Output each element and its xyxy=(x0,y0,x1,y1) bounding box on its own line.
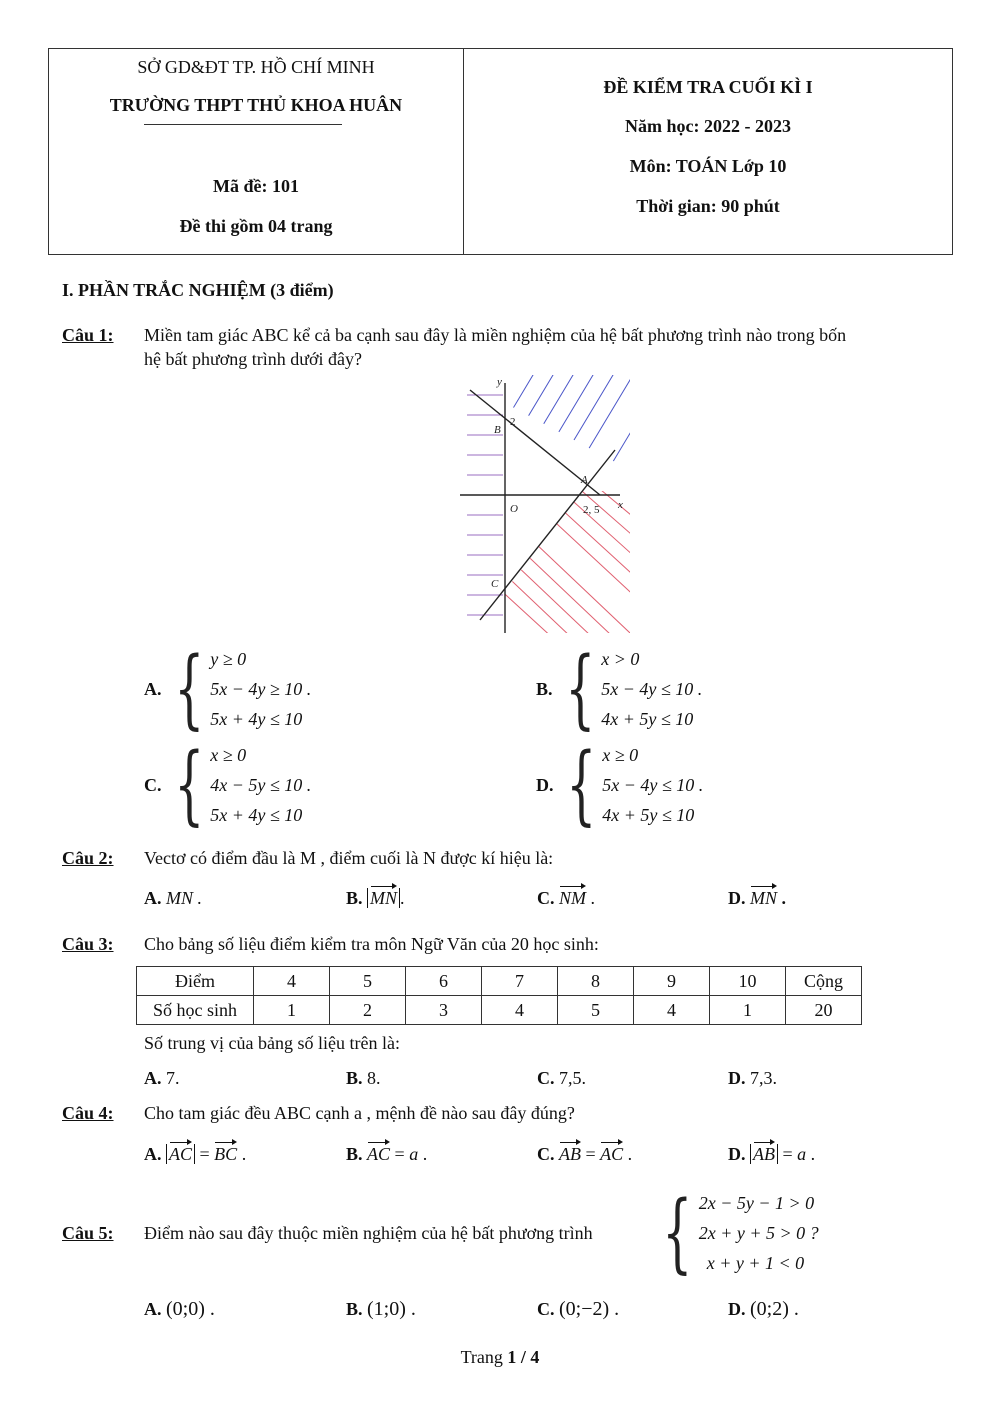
q5-line2: 2x + y + 5 > 0 ? xyxy=(698,1223,819,1243)
q2-option-a-text: MN . xyxy=(166,888,202,908)
q1-option-d[interactable] xyxy=(536,735,704,835)
graph-y-label: y xyxy=(497,376,502,388)
table-cell: 4 xyxy=(634,996,710,1025)
exam-title: ĐỀ KIỂM TRA CUỐI KÌ I xyxy=(603,77,813,97)
duration: Thời gian: 90 phút xyxy=(636,196,780,216)
q5-system xyxy=(650,1183,819,1283)
header-right xyxy=(464,49,952,254)
q5-option-c-text: (0;−2) . xyxy=(559,1298,620,1320)
q2-option-d-letter: D. xyxy=(728,888,746,908)
page-footer xyxy=(0,1347,1000,1368)
table-cell: 5 xyxy=(330,967,406,996)
school-name: TRƯỜNG THPT THỦ KHOA HUÂN xyxy=(109,95,403,115)
q2-option-d[interactable]: D. MN . xyxy=(728,888,786,908)
graph-origin-label: O xyxy=(510,503,518,515)
table-cell: 9 xyxy=(634,967,710,996)
brace-icon: { xyxy=(565,735,596,835)
q1-option-a[interactable] xyxy=(144,639,312,739)
graph-point-b: B xyxy=(494,424,501,436)
q5-option-b-text: (1;0) . xyxy=(367,1298,416,1320)
q3-after-text: Số trung vị của bảng số liệu trên là: xyxy=(144,1033,400,1053)
q5-label: Câu 5: xyxy=(62,1223,114,1243)
q2-option-d-vector: MN xyxy=(750,888,777,908)
q1-option-a-letter: A. xyxy=(144,678,162,699)
table-cell: 4 xyxy=(482,996,558,1025)
footer-page-number: 1 / 4 xyxy=(507,1347,540,1367)
q2-option-b-letter: B. xyxy=(346,888,363,908)
q5-option-d-text: (0;2) . xyxy=(750,1298,799,1320)
q5-text: Điểm nào sau đây thuộc miền nghiệm của hệ bất phương trình xyxy=(144,1223,593,1243)
table-cell: 10 xyxy=(710,967,786,996)
q4-option-d[interactable]: D. AB = a . xyxy=(728,1144,816,1164)
q3-text: Cho bảng số liệu điểm kiểm tra môn Ngữ Văn của 20 học sinh: xyxy=(144,934,599,954)
q1-graph xyxy=(455,375,630,633)
q4-option-d-letter: D. xyxy=(728,1144,746,1164)
page-count: Đề thi gồm 04 trang xyxy=(179,216,333,236)
q5-line1: 2x − 5y − 1 > 0 xyxy=(698,1193,815,1213)
q2-text: Vectơ có điểm đầu là M , điểm cuối là N được kí hiệu là: xyxy=(144,848,554,868)
graph-point-c: C xyxy=(491,578,499,590)
table-cell: 7 xyxy=(482,967,558,996)
table-cell: 2 xyxy=(330,996,406,1025)
school-underline xyxy=(144,124,342,125)
q1-option-b-letter: B. xyxy=(536,678,553,699)
q4-text: Cho tam giác đều ABC cạnh a , mệnh đề nào sau đây đúng? xyxy=(144,1103,575,1123)
q1-b-line3: 4x + 5y ≤ 10 xyxy=(601,709,694,729)
q3-option-c-letter: C. xyxy=(537,1068,555,1088)
q1-label: Câu 1: xyxy=(62,325,114,345)
q3-option-a[interactable] xyxy=(144,1068,180,1089)
q1-option-b-system xyxy=(601,644,702,734)
q3-option-b[interactable] xyxy=(346,1068,381,1089)
subject: Môn: TOÁN Lớp 10 xyxy=(629,156,787,176)
q5-option-a[interactable] xyxy=(144,1298,215,1321)
q1-option-a-system xyxy=(210,644,311,734)
q1-c-line2: 4x − 5y ≤ 10 . xyxy=(210,775,312,795)
q5-option-b[interactable] xyxy=(346,1298,416,1321)
q3-option-c-text: 7,5. xyxy=(559,1068,586,1088)
brace-icon: { xyxy=(173,735,204,835)
q1-d-line2: 5x − 4y ≤ 10 . xyxy=(602,775,704,795)
q1-b-line1: x > 0 xyxy=(601,649,640,669)
q3-label: Câu 3: xyxy=(62,934,114,954)
q1-b-line2: 5x − 4y ≤ 10 . xyxy=(601,679,703,699)
q5-option-b-letter: B. xyxy=(346,1299,363,1319)
abs-value xyxy=(367,888,400,908)
department-name: SỞ GD&ĐT TP. HỒ CHÍ MINH xyxy=(137,57,375,77)
q3-option-c[interactable] xyxy=(537,1068,586,1089)
q5-option-c-letter: C. xyxy=(537,1299,555,1319)
q1-option-c-letter: C. xyxy=(144,774,162,795)
brace-icon: { xyxy=(662,1183,693,1283)
q3-option-a-text: 7. xyxy=(166,1068,180,1088)
q5-option-a-letter: A. xyxy=(144,1299,162,1319)
q3-option-d-letter: D. xyxy=(728,1068,746,1088)
q5-option-a-text: (0;0) . xyxy=(166,1298,215,1320)
q1-a-line2: 5x − 4y ≥ 10 . xyxy=(210,679,312,699)
q4-option-c-letter: C. xyxy=(537,1144,555,1164)
q1-option-c[interactable] xyxy=(144,735,312,835)
abs-value: AB xyxy=(750,1144,778,1164)
table-cell: Cộng xyxy=(786,967,862,996)
table-row xyxy=(137,996,862,1025)
q2-option-b-vector: MN xyxy=(370,888,398,908)
header-box xyxy=(48,48,953,255)
section-title: I. PHẦN TRẮC NGHIỆM (3 điểm) xyxy=(62,280,334,300)
table-row xyxy=(137,967,862,996)
abs-value: AC xyxy=(166,1144,195,1164)
q2-option-b[interactable]: B. MN . xyxy=(346,888,405,908)
table-cell: 1 xyxy=(254,996,330,1025)
q1-a-line1: y ≥ 0 xyxy=(210,649,247,669)
table-cell: 6 xyxy=(406,967,482,996)
q1-d-line3: 4x + 5y ≤ 10 xyxy=(602,805,695,825)
table-cell: 5 xyxy=(558,996,634,1025)
q5-line3: x + y + 1 < 0 xyxy=(706,1253,805,1273)
q2-option-c-letter: C. xyxy=(537,888,555,908)
table-cell: Điểm xyxy=(137,967,254,996)
q1-c-line3: 5x + 4y ≤ 10 xyxy=(210,805,303,825)
q5-system-lines xyxy=(699,1188,819,1278)
q2-option-c-vector: NM xyxy=(559,888,586,908)
graph-point-a: A xyxy=(581,474,588,486)
q5-option-d-letter: D. xyxy=(728,1299,746,1319)
brace-icon: { xyxy=(564,639,595,739)
table-cell: 3 xyxy=(406,996,482,1025)
q2-label: Câu 2: xyxy=(62,848,114,868)
q1-option-b[interactable] xyxy=(536,639,703,739)
q2-option-a[interactable] xyxy=(144,888,202,909)
exam-code: Mã đề: 101 xyxy=(213,176,299,196)
q4-option-a-letter: A. xyxy=(144,1144,162,1164)
graph-tick-2-5: 2, 5 xyxy=(583,504,600,516)
table-cell: 8 xyxy=(558,967,634,996)
brace-icon: { xyxy=(173,639,204,739)
q3-option-b-text: 8. xyxy=(367,1068,381,1088)
q1-option-c-system xyxy=(210,740,311,830)
table-cell: 1 xyxy=(710,996,786,1025)
score-table xyxy=(136,966,862,1025)
q4-option-c[interactable]: C. AB = AC . xyxy=(537,1144,633,1164)
q5-option-d[interactable] xyxy=(728,1298,799,1321)
school-year: Năm học: 2022 - 2023 xyxy=(625,116,791,136)
q3-option-a-letter: A. xyxy=(144,1068,162,1088)
graph-x-label: x xyxy=(618,499,623,511)
q3-option-b-letter: B. xyxy=(346,1068,363,1088)
header-left xyxy=(49,49,464,254)
q4-label: Câu 4: xyxy=(62,1103,114,1123)
q3-option-d[interactable] xyxy=(728,1068,777,1089)
q4-option-b[interactable]: B. AC = a . xyxy=(346,1144,428,1164)
q2-option-a-letter: A. xyxy=(144,888,162,908)
q1-d-line1: x ≥ 0 xyxy=(602,745,639,765)
q4-option-b-letter: B. xyxy=(346,1144,363,1164)
graph-tick-2: 2 xyxy=(510,416,516,428)
q1-text-line2: hệ bất phương trình dưới đây? xyxy=(144,349,363,369)
q4-option-a[interactable]: A. AC = BC . xyxy=(144,1144,247,1164)
table-cell: Số học sinh xyxy=(137,996,254,1025)
q1-text-line1: Miền tam giác ABC kể cả ba cạnh sau đây là miền nghiệm của hệ bất phương trình nào trong bốn xyxy=(144,325,847,345)
q3-option-d-text: 7,3. xyxy=(750,1068,777,1088)
q2-option-c[interactable]: C. NM . xyxy=(537,888,595,908)
table-cell: 4 xyxy=(254,967,330,996)
q5-option-c[interactable] xyxy=(537,1298,619,1321)
q1-option-d-letter: D. xyxy=(536,774,554,795)
footer-prefix: Trang xyxy=(460,1347,508,1367)
q1-a-line3: 5x + 4y ≤ 10 xyxy=(210,709,303,729)
table-cell: 20 xyxy=(786,996,862,1025)
q1-c-line1: x ≥ 0 xyxy=(210,745,247,765)
q1-option-d-system xyxy=(602,740,703,830)
